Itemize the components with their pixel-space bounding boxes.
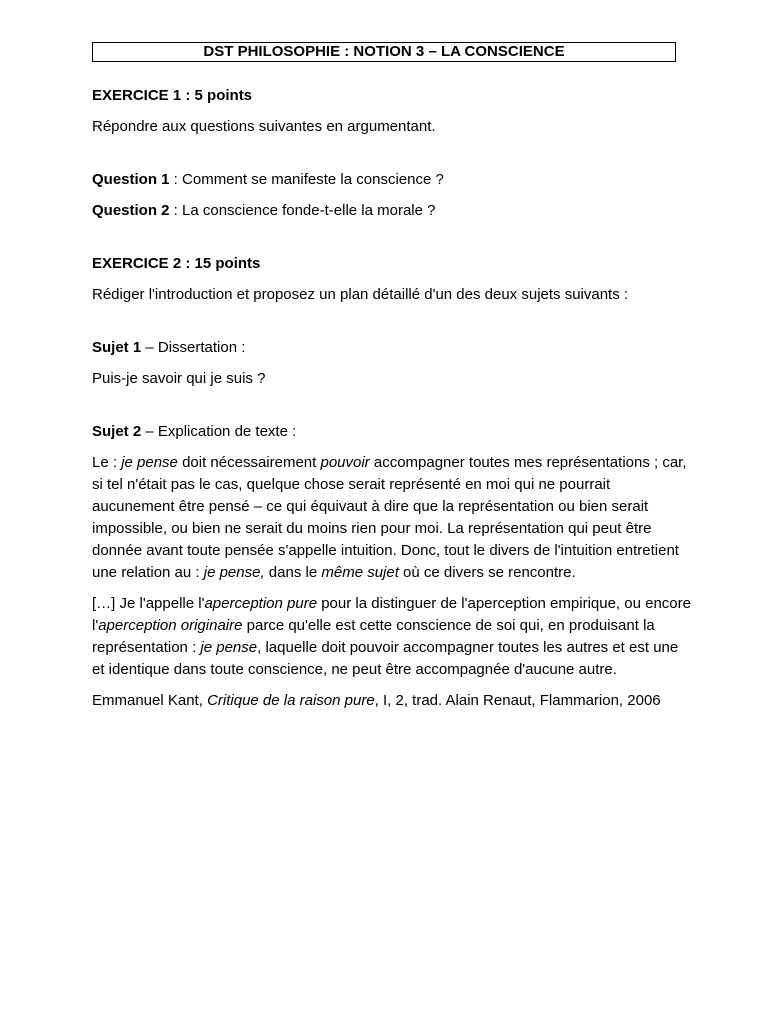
subject-1-question: Puis-je savoir qui je suis ? [92, 370, 266, 387]
subject-2: Sujet 2 – Explication de texte : [92, 423, 297, 440]
question-1: Question 1 : Comment se manifeste la conscience ? [92, 171, 444, 188]
exercise-2-heading: EXERCICE 2 : 15 points [92, 255, 261, 272]
exercise-2-instruction: Rédiger l'introduction et proposez un plan détaillé d'un des deux sujets suivants : [92, 286, 629, 303]
document-title: DST PHILOSOPHIE : NOTION 3 – LA CONSCIENCE [92, 42, 676, 62]
text-paragraph-1: Le : je pense doit nécessairement pouvoir accompagner toutes mes représentations ; car, si tel n'était pas le cas, quelque chose serait représenté en moi qui ne pourrait aucunement être pensé – ce qui équivaut à dire que la représentation ou bien serait impossible, ou bien ne serait du moins rien pour moi. La représentation qui peut être donnée avant toute pensée s'appelle intuition. Donc, tout le divers de l'intuition entretient une relation au : je pense, dans le même sujet où ce divers se rencontre. [92, 454, 687, 581]
exercise-1-heading: EXERCICE 1 : 5 points [92, 87, 253, 104]
question-2: Question 2 : La conscience fonde-t-elle la morale ? [92, 202, 436, 219]
citation: Emmanuel Kant, Critique de la raison pure, I, 2, trad. Alain Renaut, Flammarion, 2006 [92, 692, 661, 709]
question-2-label: Question 2 [92, 202, 170, 219]
exercise-1-instruction: Répondre aux questions suivantes en argumentant. [92, 118, 436, 135]
subject-2-label: Sujet 2 [92, 423, 142, 440]
subject-1: Sujet 1 – Dissertation : [92, 339, 246, 356]
question-1-label: Question 1 [92, 171, 170, 188]
subject-1-label: Sujet 1 [92, 339, 142, 356]
document-content [92, 42, 692, 721]
text-paragraph-2: […] Je l'appelle l'aperception pure pour la distinguer de l'aperception empirique, ou encore l'aperception originaire parce qu'elle est cette conscience de soi qui, en produisant la représentation : je pense, laquelle doit pouvoir accompagner toutes les autres et est une et identique dans toute conscience, ne peut être accompagnée d'aucune autre. [92, 595, 691, 678]
